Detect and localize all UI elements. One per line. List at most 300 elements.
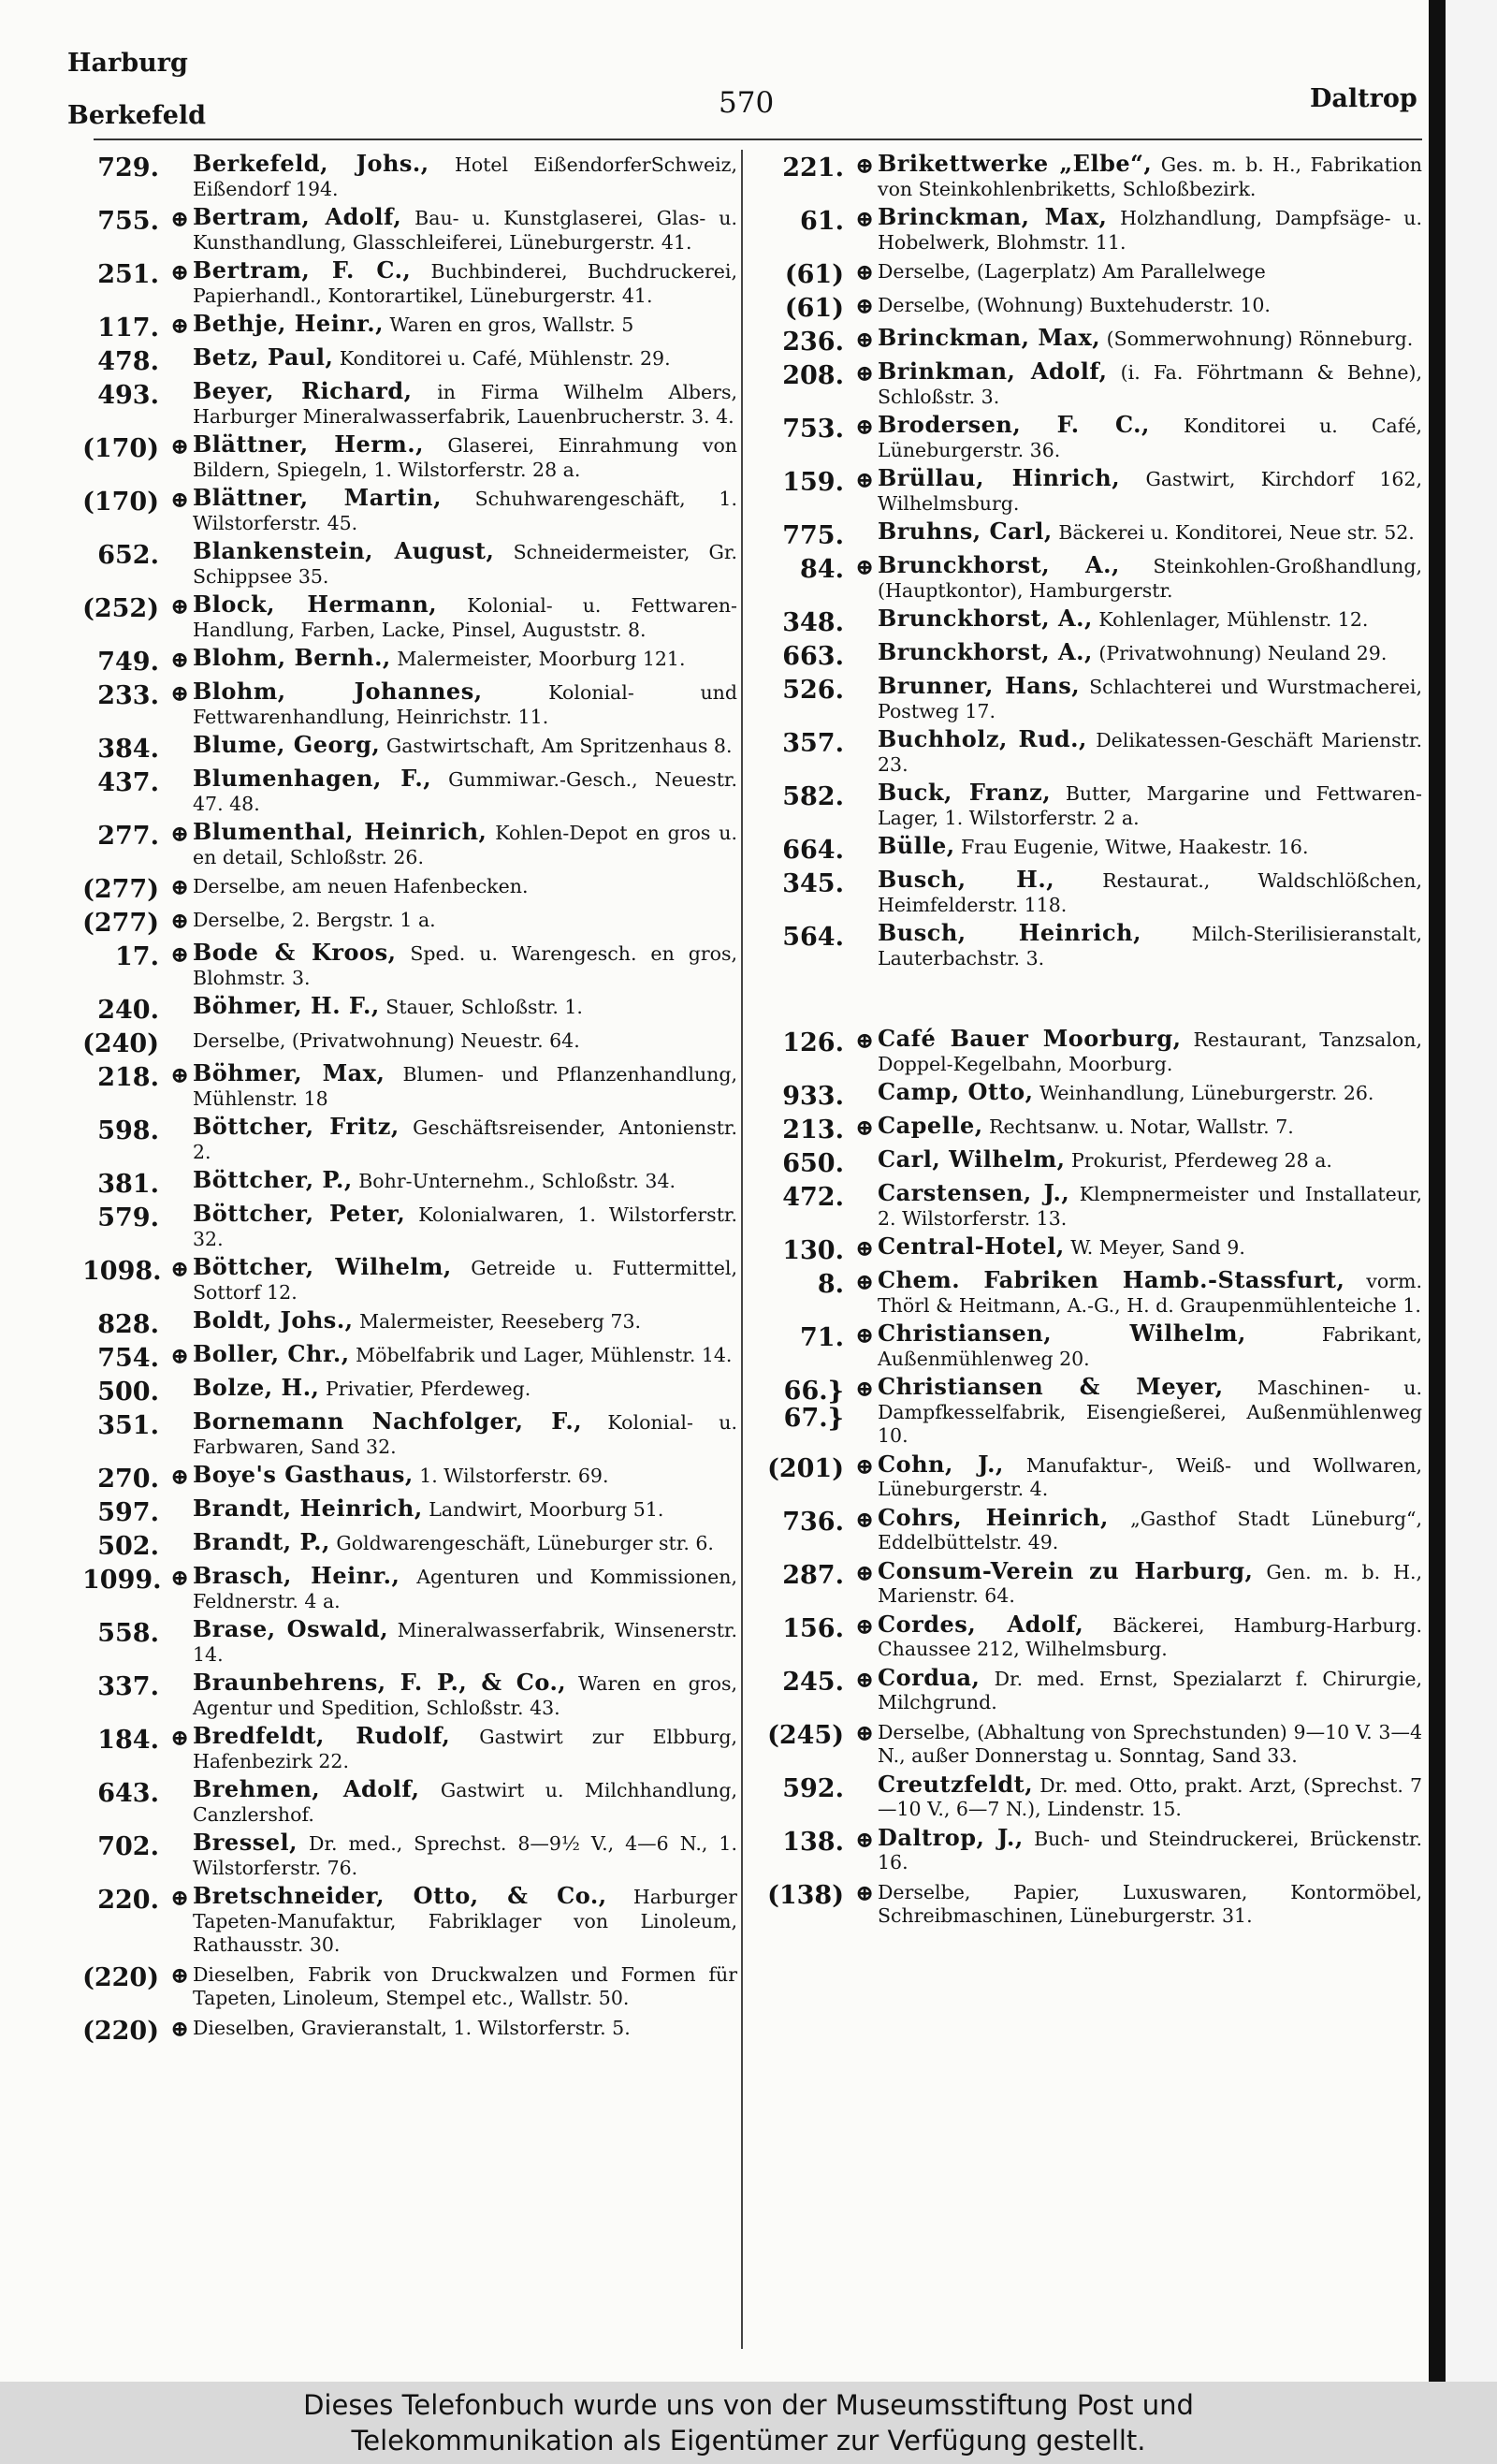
phone-number: (240) [82, 1029, 159, 1058]
telephone-symbol-icon: ⊕ [169, 205, 190, 232]
entry-description: Glaserei, Einrahmung von Bildern, Spiegeln, 1. Wilstorferstr. 28 a. [193, 434, 737, 481]
list-item [82, 766, 737, 816]
entry-description: Buch- und Steindruckerei, Brückenstr. 16. [878, 1827, 1422, 1874]
entry-description: Dr. med., Sprechst. 8—9½ V., 4—6 N., 1. Wilstorferstr. 76. [193, 1832, 737, 1879]
entry-text [878, 834, 1422, 860]
entry-text [193, 1376, 737, 1402]
telephone-symbol-icon: ⊕ [169, 432, 190, 459]
entry-description: Privatier, Pferdeweg. [325, 1378, 531, 1400]
list-item [767, 359, 1422, 409]
entry-name: Boller, Chr., [193, 1340, 350, 1367]
entry-description: Restaurant, Tanzsalon, Doppel-Kegelbahn, Moorburg. [878, 1028, 1422, 1075]
entry-text [878, 152, 1422, 201]
entry-description: Hotel EißendorferSchweiz, Eißendorf 194. [193, 153, 737, 200]
entry-description: Blumen- und Pflanzenhandlung, Mühlenstr. 18 [193, 1063, 738, 1110]
list-item [82, 152, 737, 201]
telephone-symbol-icon: ⊕ [854, 1027, 875, 1054]
entry-name: Bolze, H., [193, 1374, 320, 1401]
phone-number: 126. [782, 1028, 844, 1057]
telephone-symbol-icon: ⊕ [854, 553, 875, 580]
entry-name: Brunckhorst, A., [878, 638, 1093, 665]
list-item [82, 1830, 737, 1880]
telephone-symbol-icon: ⊕ [169, 940, 190, 968]
entry-text [878, 1027, 1422, 1076]
list-item [82, 486, 737, 535]
phone-number: 251. [97, 260, 159, 289]
entry-description: Butter, Margarine und Fettwaren-Lager, 1. Wilstorferstr. 2 a. [878, 782, 1422, 829]
entry-name: Buchholz, Rud., [878, 725, 1087, 752]
phone-number: 828. [97, 1310, 159, 1339]
entry-name: Brandt, Heinrich, [193, 1494, 423, 1522]
list-item [82, 994, 737, 1024]
list-item [82, 1168, 737, 1198]
phone-number: 643. [97, 1779, 159, 1808]
entry-text [193, 1530, 737, 1556]
telephone-symbol-icon: ⊕ [854, 1321, 875, 1349]
phone-number: 84. [800, 555, 844, 584]
entry-text [878, 1147, 1422, 1174]
entry-description: Derselbe, (Lagerplatz) Am Parallelwege [878, 260, 1266, 283]
list-item [82, 379, 737, 429]
entry-name: Brasch, Heinr., [193, 1562, 400, 1589]
telephone-symbol-icon: ⊕ [854, 359, 875, 386]
list-item [82, 1884, 737, 1958]
telephone-symbol-icon: ⊕ [169, 1724, 190, 1751]
telephone-symbol-icon: ⊕ [854, 1611, 875, 1640]
entry-description: Klempnermeister und Installateur, 2. Wilstorferstr. 13. [878, 1183, 1422, 1230]
telephone-symbol-icon: ⊕ [169, 1463, 190, 1490]
entry-description: Derselbe, 2. Bergstr. 1 a. [193, 909, 436, 931]
entry-description: Dieselben, Fabrik von Druckwalzen und Formen für Tapeten, Linoleum, Stempel etc., Wallstr. 50. [193, 1962, 737, 2009]
entry-name: Central-Hotel, [878, 1232, 1065, 1260]
entry-text [193, 1168, 737, 1194]
phone-number: 357. [782, 729, 844, 758]
phone-number: 502. [97, 1532, 159, 1561]
entry-text [878, 1080, 1422, 1106]
entry-description: Dr. med. Ernst, Spezialarzt f. Chirurgie, Milchgrund. [878, 1667, 1422, 1713]
entry-text [193, 1617, 737, 1667]
telephone-symbol-icon: ⊕ [169, 1342, 190, 1369]
list-item [767, 868, 1422, 917]
entry-name: Braunbehrens, F. P., & Co., [193, 1669, 567, 1696]
telephone-symbol-icon: ⊕ [854, 1825, 875, 1853]
list-item [767, 674, 1422, 723]
entry-name: Böttcher, Wilhelm, [193, 1253, 452, 1280]
entry-text [878, 553, 1422, 603]
phone-number: 345. [782, 869, 844, 898]
phone-number: 775. [782, 521, 844, 550]
entry-text [193, 873, 737, 899]
entry-text [878, 205, 1422, 255]
entry-name: Brehmen, Adolf, [193, 1775, 420, 1802]
entry-name: Böttcher, Fritz, [193, 1113, 400, 1140]
phone-number: (277) [82, 875, 159, 904]
entry-text [878, 1503, 1422, 1555]
list-item [767, 292, 1422, 322]
list-item [767, 780, 1422, 830]
entry-text [193, 379, 737, 429]
entry-text [193, 940, 737, 990]
entry-text [878, 1181, 1422, 1231]
entry-description: Bäckerei u. Konditorei, Neue str. 52. [1058, 521, 1415, 544]
list-item [82, 205, 737, 255]
scan-margin [1446, 0, 1497, 2382]
entry-text [193, 1564, 737, 1613]
entry-description: Stauer, Schloßstr. 1. [385, 996, 583, 1018]
list-item [767, 834, 1422, 864]
entry-text [193, 432, 737, 482]
entry-name: Christiansen, Wilhelm, [878, 1319, 1246, 1347]
entry-name: Blankenstein, August, [193, 537, 495, 564]
entry-description: Derselbe, (Wohnung) Buxtehuderstr. 10. [878, 294, 1271, 316]
entry-description: Milch-Sterilisieranstalt, Lauterbachstr. 3. [878, 923, 1422, 970]
telephone-symbol-icon: ⊕ [169, 1061, 190, 1088]
phone-number: 493. [97, 381, 159, 410]
telephone-symbol-icon: ⊕ [169, 1255, 190, 1282]
entry-description: Schlachterei und Wurstmacherei, Postweg 17. [878, 676, 1422, 722]
entry-name: Bülle, [878, 832, 955, 859]
phone-number: 138. [782, 1827, 844, 1857]
entry-name: Böttcher, P., [193, 1166, 353, 1193]
page-edge [1429, 0, 1446, 2382]
entry-description: Gastwirt, Kirchdorf 162, Wilhelmsburg. [878, 468, 1422, 515]
entry-text [878, 359, 1422, 409]
entry-text [878, 640, 1422, 666]
phone-number: 233. [97, 681, 159, 710]
phone-number: 213. [782, 1115, 844, 1145]
entry-text [878, 519, 1422, 546]
entry-text [878, 1772, 1422, 1822]
list-item [767, 606, 1422, 636]
phone-number: 8. [817, 1270, 844, 1299]
entry-description: Schuhwarengeschäft, 1. Wilstorferstr. 45. [193, 488, 737, 534]
entry-description: Gastwirt u. Milchhandlung, Canzlershof. [193, 1779, 737, 1826]
entry-name: Daltrop, J., [878, 1823, 1024, 1851]
entry-description: Kohlen-Depot en gros u. en detail, Schloßstr. 26. [193, 822, 737, 868]
entry-text [193, 2015, 737, 2041]
entry-text [878, 1321, 1422, 1371]
entry-text [878, 780, 1422, 830]
phone-number: 500. [97, 1378, 159, 1407]
phone-number: 652. [97, 541, 159, 570]
entry-text [878, 1879, 1422, 1929]
entry-text [193, 1028, 737, 1054]
entry-description: Delikatessen-Geschäft Marienstr. 23. [878, 729, 1422, 776]
entry-description: Gen. m. b. H., Marienstr. 64. [878, 1560, 1422, 1607]
left-column [82, 152, 737, 2048]
entry-text [878, 1556, 1422, 1609]
telephone-symbol-icon: ⊕ [854, 466, 875, 493]
entry-text [878, 1234, 1422, 1261]
entry-text [193, 1496, 737, 1523]
entry-name: Boye's Gasthaus, [193, 1461, 414, 1488]
right-column [767, 152, 1422, 1932]
phone-number: 598. [97, 1116, 159, 1145]
entry-description: Maschinen- u. Dampfkesselfabrik, Eisengießerei, Außenmühlenweg 10. [878, 1377, 1422, 1447]
phone-number: 933. [782, 1082, 844, 1111]
telephone-symbol-icon: ⊕ [169, 873, 190, 900]
list-item [767, 1719, 1422, 1769]
entry-text [193, 733, 737, 759]
phone-number: (61) [784, 260, 844, 289]
entry-text [193, 258, 737, 308]
page-number: 570 [719, 86, 775, 120]
entry-name: Bethje, Heinr., [193, 310, 384, 337]
entry-name: Brandt, P., [193, 1528, 330, 1555]
entry-name: Carl, Wilhelm, [878, 1145, 1066, 1173]
telephone-symbol-icon: ⊕ [854, 1451, 875, 1480]
phone-number: 156. [782, 1613, 844, 1643]
entry-description: Restaurat., Waldschlößchen, Heimfelderstr. 118. [878, 869, 1422, 916]
entry-description: Bohr-Unternehm., Schloßstr. 34. [358, 1170, 676, 1192]
entry-description: Möbelfabrik und Lager, Mühlenstr. 14. [356, 1344, 733, 1366]
footer-line-2: Telekommunikation als Eigentümer zur Verfügung gestellt. [351, 2425, 1146, 2457]
phone-number: 348. [782, 608, 844, 637]
phone-number: (61) [784, 294, 844, 323]
list-item [767, 1234, 1422, 1264]
entry-text [878, 1114, 1422, 1140]
phone-number: 564. [782, 923, 844, 952]
phone-number: (252) [82, 594, 159, 623]
phone-number: 384. [97, 735, 159, 764]
entry-description: (Privatwohnung) Neuland 29. [1098, 642, 1388, 664]
entry-description: Konditorei u. Café, Lüneburgerstr. 36. [878, 415, 1422, 461]
entry-text [193, 1830, 737, 1880]
phone-number: (220) [82, 1962, 159, 1992]
entry-name: Brikettwerke „Elbe“, [878, 150, 1153, 177]
entry-name: Böttcher, Peter, [193, 1200, 406, 1227]
list-item [82, 345, 737, 375]
entry-text [193, 994, 737, 1020]
entry-description: Fabrikant, Außenmühlenweg 20. [878, 1323, 1422, 1370]
list-item [82, 1202, 737, 1251]
entry-name: Christiansen & Meyer, [878, 1373, 1224, 1400]
entry-name: Blättner, Martin, [193, 484, 442, 511]
list-item [82, 646, 737, 676]
footer-line-1: Dieses Telefonbuch wurde uns von der Museumsstiftung Post und [303, 2389, 1194, 2421]
entry-name: Betz, Paul, [193, 343, 334, 371]
entry-description: Geschäftsreisender, Antonienstr. 2. [193, 1116, 737, 1163]
list-item [767, 1823, 1422, 1875]
telephone-symbol-icon: ⊕ [169, 592, 190, 620]
entry-text [193, 1884, 737, 1958]
entry-text [193, 1061, 737, 1111]
entry-text [878, 258, 1422, 284]
list-item [82, 1115, 737, 1164]
entry-description: Malermeister, Reeseberg 73. [359, 1310, 642, 1333]
entry-text [193, 1308, 737, 1334]
list-item [767, 413, 1422, 462]
telephone-symbol-icon: ⊕ [854, 258, 875, 285]
entry-name: Bertram, Adolf, [193, 203, 402, 230]
entry-description: Manufaktur-, Weiß- und Wollwaren, Lüneburgerstr. 4. [878, 1453, 1422, 1500]
phone-number: 17. [115, 942, 159, 971]
entry-name: Cohn, J., [878, 1450, 1004, 1478]
entry-description: Goldwarengeschäft, Lüneburger str. 6. [336, 1532, 714, 1554]
phone-number: 472. [782, 1183, 844, 1212]
entry-name: Brunckhorst, A., [878, 551, 1120, 578]
entry-text [878, 326, 1422, 352]
phone-number: 736. [782, 1507, 844, 1537]
entry-description: Derselbe, (Privatwohnung) Neuestr. 64. [193, 1029, 580, 1052]
entry-description: Kolonial- u. Farbwaren, Sand 32. [193, 1411, 737, 1458]
entry-description: (i. Fa. Föhrtmann & Behne), Schloßstr. 3. [878, 361, 1422, 408]
phone-number: 208. [782, 361, 844, 390]
list-item [767, 205, 1422, 255]
phone-number: 755. [97, 207, 159, 236]
list-item [82, 1308, 737, 1338]
phone-number: (277) [82, 909, 159, 938]
phone-number: (138) [767, 1880, 844, 1910]
list-item [767, 727, 1422, 777]
list-item [767, 1321, 1422, 1371]
entry-text [878, 868, 1422, 917]
entry-name: Block, Hermann, [193, 590, 438, 618]
phone-number: (170) [82, 488, 159, 517]
list-item [82, 592, 737, 642]
telephone-symbol-icon: ⊕ [169, 907, 190, 934]
phone-number: 663. [782, 642, 844, 671]
phone-number: 753. [782, 415, 844, 444]
phone-number: 221. [782, 153, 844, 182]
entry-name: Böhmer, H. F., [193, 992, 380, 1019]
entry-text [193, 1115, 737, 1164]
entry-name: Café Bauer Moorburg, [878, 1025, 1182, 1052]
entry-description: Malermeister, Moorburg 121. [397, 648, 686, 670]
entry-name: Bornemann Nachfolger, F., [193, 1407, 583, 1435]
list-item [82, 940, 737, 990]
entry-text [878, 1823, 1422, 1875]
entry-text [193, 312, 737, 338]
phone-number: 184. [97, 1726, 159, 1755]
entry-description: Buchbinderei, Buchdruckerei, Papierhandl., Kontorartikel, Lüneburgerstr. 41. [193, 260, 737, 307]
entry-description: Sped. u. Warengesch. en gros, Blohmstr. 3. [193, 942, 737, 989]
entry-description: Agenturen und Kommissionen, Feldnerstr. 4 a. [193, 1566, 737, 1612]
telephone-symbol-icon: ⊕ [854, 1375, 875, 1402]
telephone-symbol-icon: ⊕ [854, 1665, 875, 1693]
list-item [82, 432, 737, 482]
entry-description: Weinhandlung, Lüneburgerstr. 26. [1039, 1082, 1374, 1104]
entry-description: Derselbe, (Abhaltung von Sprechstunden) 9—10 V. 3—4 N., außer Donnerstag u. Sonntag, Sand 33. [878, 1720, 1422, 1767]
entry-text [193, 592, 737, 642]
section-gap [767, 974, 1422, 1027]
list-item [767, 1452, 1422, 1502]
telephone-symbol-icon: ⊕ [854, 292, 875, 319]
entry-name: Brase, Oswald, [193, 1615, 389, 1642]
list-item [82, 1961, 737, 2011]
column-divider [741, 150, 743, 2349]
entry-text [878, 606, 1422, 633]
entry-description: Frau Eugenie, Witwe, Haakestr. 16. [961, 836, 1309, 858]
list-item [82, 539, 737, 589]
phone-number: 592. [782, 1773, 844, 1803]
phone-number: 597. [97, 1498, 159, 1527]
list-item [82, 907, 737, 937]
list-item [82, 1463, 737, 1493]
telephone-symbol-icon: ⊕ [169, 258, 190, 285]
phone-number: 66.} 67.} [783, 1377, 844, 1433]
list-item [767, 1879, 1422, 1929]
list-item [82, 2015, 737, 2045]
telephone-symbol-icon: ⊕ [854, 152, 875, 179]
list-item [767, 466, 1422, 516]
phone-number: 664. [782, 836, 844, 865]
list-item [767, 1027, 1422, 1076]
list-item [767, 1375, 1422, 1449]
entry-text [878, 1719, 1422, 1769]
entry-description: Getreide u. Futtermittel, Sottorf 12. [193, 1257, 737, 1304]
entry-description: 1. Wilstorferstr. 69. [419, 1465, 609, 1487]
telephone-symbol-icon: ⊕ [854, 1718, 875, 1746]
entry-description: Ges. m. b. H., Fabrikation von Steinkohlenbriketts, Schloßbezirk. [878, 153, 1422, 200]
entry-description: Dr. med. Otto, prakt. Arzt, (Sprechst. 7—10 V., 6—7 N.), Lindenstr. 15. [878, 1773, 1422, 1820]
entry-description: Schneidermeister, Gr. Schippsee 35. [193, 541, 737, 588]
entry-text [193, 679, 737, 729]
phone-number: 71. [800, 1323, 844, 1352]
telephone-symbol-icon: ⊕ [854, 1268, 875, 1295]
entry-description: in Firma Wilhelm Albers, Harburger Mineralwasserfabrik, Lauenbrucherstr. 3. 4. [193, 381, 737, 428]
entry-name: Blumenthal, Heinrich, [193, 818, 487, 845]
entry-name: Bressel, [193, 1829, 298, 1856]
header-city: Harburg [67, 49, 188, 78]
entry-text [193, 1724, 737, 1773]
telephone-symbol-icon: ⊕ [169, 312, 190, 339]
entry-description: Rechtsanw. u. Notar, Wallstr. 7. [989, 1115, 1294, 1138]
entry-name: Blohm, Bernh., [193, 644, 391, 671]
entry-text [193, 1961, 737, 2011]
entry-name: Boldt, Johs., [193, 1306, 354, 1334]
list-item [82, 1496, 737, 1526]
list-item [82, 733, 737, 763]
phone-number: 130. [782, 1236, 844, 1265]
list-item [767, 1663, 1422, 1715]
list-item [82, 679, 737, 729]
telephone-symbol-icon: ⊕ [854, 1114, 875, 1141]
telephone-symbol-icon: ⊕ [169, 679, 190, 707]
entry-description: Bau- u. Kunstglaserei, Glas- u. Kunsthandlung, Glasschleiferei, Lüneburgerstr. 41. [193, 207, 737, 254]
phone-number: 159. [782, 468, 844, 497]
entry-name: Buck, Franz, [878, 779, 1052, 806]
telephone-symbol-icon: ⊕ [854, 205, 875, 232]
telephone-symbol-icon: ⊕ [169, 1564, 190, 1591]
entry-description: Gastwirt zur Elbburg, Hafenbezirk 22. [193, 1726, 737, 1772]
phone-number: 61. [800, 207, 844, 236]
list-item [82, 1617, 737, 1667]
entry-description: Bäckerei, Hamburg-Harburg. Chaussee 212, Wilhelmsburg. [878, 1613, 1422, 1660]
entry-text [193, 1255, 737, 1305]
entry-description: Waren en gros, Wallstr. 5 [389, 313, 634, 336]
entry-description: Gastwirtschaft, Am Spritzenhaus 8. [385, 735, 733, 757]
entry-name: Bruhns, Carl, [878, 518, 1053, 545]
entry-name: Blättner, Herm., [193, 430, 425, 458]
entry-name: Consum-Verein zu Harburg, [878, 1556, 1254, 1584]
entry-text [878, 674, 1422, 723]
entry-text [193, 1463, 737, 1489]
entry-text [878, 921, 1422, 970]
entry-name: Bretschneider, Otto, & Co., [193, 1882, 607, 1909]
entry-name: Bertram, F. C., [193, 256, 412, 284]
telephone-symbol-icon: ⊕ [854, 326, 875, 353]
phone-number: 754. [97, 1344, 159, 1373]
list-item [767, 640, 1422, 670]
list-item [82, 873, 737, 903]
phone-number: 220. [97, 1886, 159, 1915]
entry-text [193, 486, 737, 535]
list-item [767, 1612, 1422, 1662]
phone-number: 270. [97, 1465, 159, 1494]
list-item [767, 1556, 1422, 1609]
list-item [767, 553, 1422, 603]
